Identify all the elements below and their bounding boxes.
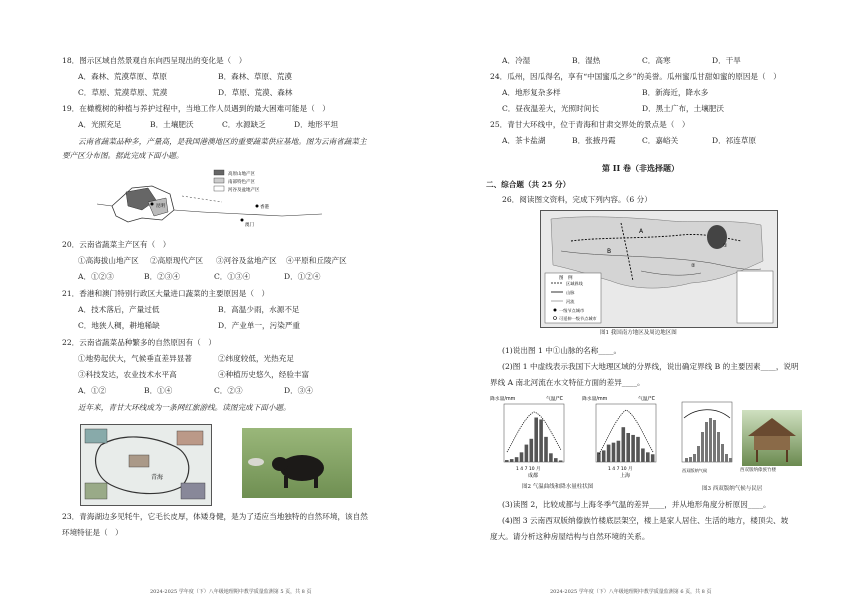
q20-item-4: ④平原和丘陵产区 xyxy=(286,256,347,265)
map-legend-city2: 可延伸一级节点城市 xyxy=(559,316,597,321)
intro-yunnan-line1: 云南省蔬菜品种多，产量高，是我国港澳地区的重要蔬菜供应基地。图为云南省蔬菜主 xyxy=(78,137,367,146)
right-page xyxy=(430,0,860,600)
precip-bar-上海-12 xyxy=(651,454,655,462)
q20-item-1: ①高海拔山地产区 xyxy=(78,256,139,265)
precip-bar-成都-12 xyxy=(559,460,563,462)
climate-chart-svg xyxy=(490,394,670,478)
chart1-months: 1 4 7 10 月 xyxy=(516,467,541,472)
precip-bar-上海-4 xyxy=(612,443,616,462)
q20-option-d: D．①②④ xyxy=(284,272,321,281)
precip-bar-上海-3 xyxy=(607,445,611,462)
q19-option-c: C．水源缺乏 xyxy=(222,120,266,129)
q18-option-c: C．草原、荒漠草原、荒漠 xyxy=(78,88,168,97)
precip-bar-成都-5 xyxy=(525,445,529,462)
q20-option-b: B．②③④ xyxy=(144,272,180,281)
map1-label-macao: 澳门 xyxy=(245,223,254,228)
question-18: 18．图示区域自然景观自东向西呈现出的变化是（ ） xyxy=(62,56,247,65)
question-19: 19．在橄榄树的种植与养护过程中，当地工作人员遇到的最大困难可能是（ ） xyxy=(62,104,330,113)
q18-option-b: B．森林、草原、荒漠 xyxy=(218,72,292,81)
q22-item-2: ②纬度较低，光热充足 xyxy=(218,354,294,363)
q18-option-d: D．草原、荒漠、森林 xyxy=(218,88,293,97)
question-26: 26．阅读图文资料，完成下列内容。（6 分） xyxy=(502,195,652,204)
q21-option-b: B．高温少雨，水源不足 xyxy=(218,305,300,314)
q22-option-c: C．②③ xyxy=(214,386,243,395)
intro-qinggan: 近年来，青甘大环线成为一条网红旅游线。读图完成下面小题。 xyxy=(78,403,291,412)
q22-item-1: ①地势起伏大，气候垂直差异显著 xyxy=(78,354,192,363)
map1-label-hongkong: 香港 xyxy=(260,205,269,210)
map-label-1: ① xyxy=(723,243,728,249)
map1-label-kunming: 昆明 xyxy=(156,204,165,209)
question-20: 20．云南省蔬菜主产区有（ ） xyxy=(62,240,171,249)
q25-option-b: B．张掖丹霞 xyxy=(572,136,616,145)
chart2-y2-label: 气温/°C xyxy=(638,397,655,402)
precip-bar-成都-6 xyxy=(530,439,534,462)
precip-bar-成都-4 xyxy=(520,452,524,462)
q19-option-b: B．土壤肥沃 xyxy=(150,120,194,129)
q25-option-c: C．嘉峪关 xyxy=(642,136,679,145)
q20-item-2: ②高原现代产区 xyxy=(150,256,204,265)
precip-bar-上海-8 xyxy=(631,435,635,462)
yak-photo xyxy=(242,428,352,498)
dai-bamboo-house-photo xyxy=(742,410,802,466)
question-23-line1: 23．青海湖边多见牦牛，它毛长皮厚，体矮身健，是为了适应当地独特的自然环境，该自然 xyxy=(62,512,368,521)
chart1-temp-line xyxy=(507,412,561,452)
chart2-y1-label: 降水量/mm xyxy=(582,397,608,402)
chart1-y1-label: 降水量/mm xyxy=(490,397,516,402)
q22-option-d: D．③④ xyxy=(284,386,313,395)
q23-option-a: A．冷湿 xyxy=(502,56,531,65)
chart1-y2-label: 气温/°C xyxy=(546,397,563,402)
precip-bar-成都-1 xyxy=(505,460,509,462)
left-footer: 2024-2025 学年度（下）八年级地理期中教学质量监测第 5 页，共 8 页 xyxy=(150,588,312,595)
precip-bar-成都-11 xyxy=(554,458,558,462)
q20-option-c: C．①③④ xyxy=(214,272,251,281)
q21-option-c: C．地狭人稠，耕地稀缺 xyxy=(78,321,160,330)
precip-bar-上海-11 xyxy=(646,452,650,462)
question-26-4-line1: (4)图 3 云南西双版纳傣族竹楼底层架空，楼上是家人居住、生活的地方，楼顶尖、坡 xyxy=(502,516,789,525)
question-22: 22．云南省蔬菜品种繁多的自然原因有（ ） xyxy=(62,338,216,347)
fig3-sub2: 西双版纳傣族竹楼 xyxy=(740,468,776,473)
q24-option-a: A．地形复杂多样 xyxy=(502,88,561,97)
map-legend-mountain: 山脉 xyxy=(566,290,575,295)
q23-option-b: B．湿热 xyxy=(572,56,601,65)
map-label-2: ② xyxy=(691,263,696,269)
chart1-frame xyxy=(504,404,564,462)
q25-option-d: D．祁连草原 xyxy=(712,136,757,145)
map-legend-title: 图 例 xyxy=(559,276,573,281)
q24-option-d: D．黑土广布，土壤肥沃 xyxy=(642,104,725,113)
q23-option-d: D．干旱 xyxy=(712,56,741,65)
q22-option-a: A．①② xyxy=(78,386,107,395)
question-26-2-line2: 界线 A 南北河流在水文特征方面的差异____。 xyxy=(490,378,645,387)
question-25: 25．青甘大环线中，位于青海和甘肃交界处的景点是（ ） xyxy=(490,120,690,129)
precip-bar-上海-2 xyxy=(602,450,606,462)
map1-legend-1: 高原山地产区 xyxy=(228,172,255,177)
q20-option-a: A．①②③ xyxy=(78,272,114,281)
intro-yunnan-line2: 要产区分布图。据此完成下面小题。 xyxy=(62,151,184,160)
precip-bar-上海-5 xyxy=(617,441,621,462)
precip-bar-成都-3 xyxy=(515,457,519,462)
qinggan-route-map xyxy=(80,424,212,506)
question-23-line2: 环境特征是（ ） xyxy=(62,528,123,537)
q22-option-b: B．①④ xyxy=(144,386,173,395)
question-26-3: (3)读图 2，比较成都与上海冬季气温的差异____，并从地形角度分析原因____。 xyxy=(502,500,771,509)
map-legend-boundary: 区域界线 xyxy=(566,281,583,286)
yunnan-vegetable-map xyxy=(92,166,332,230)
q25-option-a: A．茶卡盐湖 xyxy=(502,136,546,145)
q21-option-d: D．产业单一，污染严重 xyxy=(218,321,301,330)
fig3-caption: 图3 西双版纳气候与民居 xyxy=(702,486,763,492)
q24-option-b: B．新海近，降水多 xyxy=(642,88,709,97)
q19-option-a: A．光照充足 xyxy=(78,120,122,129)
q22-item-3: ③科技发达，农业技术水平高 xyxy=(78,370,177,379)
right-footer: 2024-2025 学年度（下）八年级地理期中教学质量监测第 6 页，共 8 页 xyxy=(550,588,712,595)
precip-bar-成都-9 xyxy=(544,437,548,462)
chart1-city: 成都 xyxy=(528,473,539,478)
precip-bar-上海-7 xyxy=(626,433,630,462)
climate-charts xyxy=(490,394,670,478)
section-title: 二、综合题（共 25 分） xyxy=(486,180,571,189)
fig2-caption: 图2 气温曲线和降水量柱状图 xyxy=(522,484,594,490)
map1-legend-3: 河谷及盆地产区 xyxy=(228,188,260,193)
question-26-1: (1)说出图 1 中①山脉的名称____。 xyxy=(502,346,622,355)
fig1-caption: 图1 我国南方地区及周边地区图 xyxy=(600,330,677,336)
q18-option-a: A．森林、荒漠草原、草原 xyxy=(78,72,168,81)
precip-bar-上海-6 xyxy=(622,427,626,462)
chart2-months: 1 4 7 10 月 xyxy=(608,467,633,472)
chart2-city: 上海 xyxy=(620,473,631,478)
map-legend-river: 河流 xyxy=(566,299,575,304)
precip-bar-成都-2 xyxy=(510,459,514,462)
map-legend-city1: 一级节点城市 xyxy=(559,308,585,313)
q19-option-d: D．地形平坦 xyxy=(294,120,339,129)
part-2-title: 第 II 卷（非选择题） xyxy=(602,163,680,173)
south-china-map xyxy=(540,210,778,328)
question-24: 24．瓜州，因瓜得名，享有“中国蜜瓜之乡”的美誉。瓜州蜜瓜甘甜如蜜的原因是（ ） xyxy=(490,72,781,81)
map-label-b: B xyxy=(607,248,612,255)
q20-item-3: ③河谷及盆地产区 xyxy=(216,256,277,265)
map1-legend-2: 南部特色产区 xyxy=(228,180,255,185)
precip-bar-成都-7 xyxy=(534,418,538,462)
map2-label-qinghai: 青海 xyxy=(151,474,164,481)
q23-option-c: C．高寒 xyxy=(642,56,671,65)
precip-bar-成都-8 xyxy=(539,419,543,462)
precip-bar-成都-10 xyxy=(549,453,553,462)
precip-bar-上海-9 xyxy=(636,437,640,462)
q22-item-4: ④种植历史悠久，经验丰富 xyxy=(218,370,310,379)
map-label-a: A xyxy=(639,228,644,235)
question-21: 21．香港和澳门特别行政区大量进口蔬菜的主要原因是（ ） xyxy=(62,289,270,298)
question-26-4-line2: 度大。请分析这种房屋结构与自然环境的关系。 xyxy=(490,532,650,541)
q24-option-c: C．昼夜温差大，光照时间长 xyxy=(502,104,599,113)
xishuangbanna-climate-chart xyxy=(676,396,738,478)
q21-option-a: A．技术落后，产量过低 xyxy=(78,305,160,314)
precip-bar-上海-10 xyxy=(641,448,645,462)
question-26-2-line1: (2)图 1 中虚线表示我国下大地理区域的分界线，说出确定界线 B 的主要因素____，说明 xyxy=(502,362,799,371)
fig3-sub1: 西双版纳气候 xyxy=(682,468,708,473)
